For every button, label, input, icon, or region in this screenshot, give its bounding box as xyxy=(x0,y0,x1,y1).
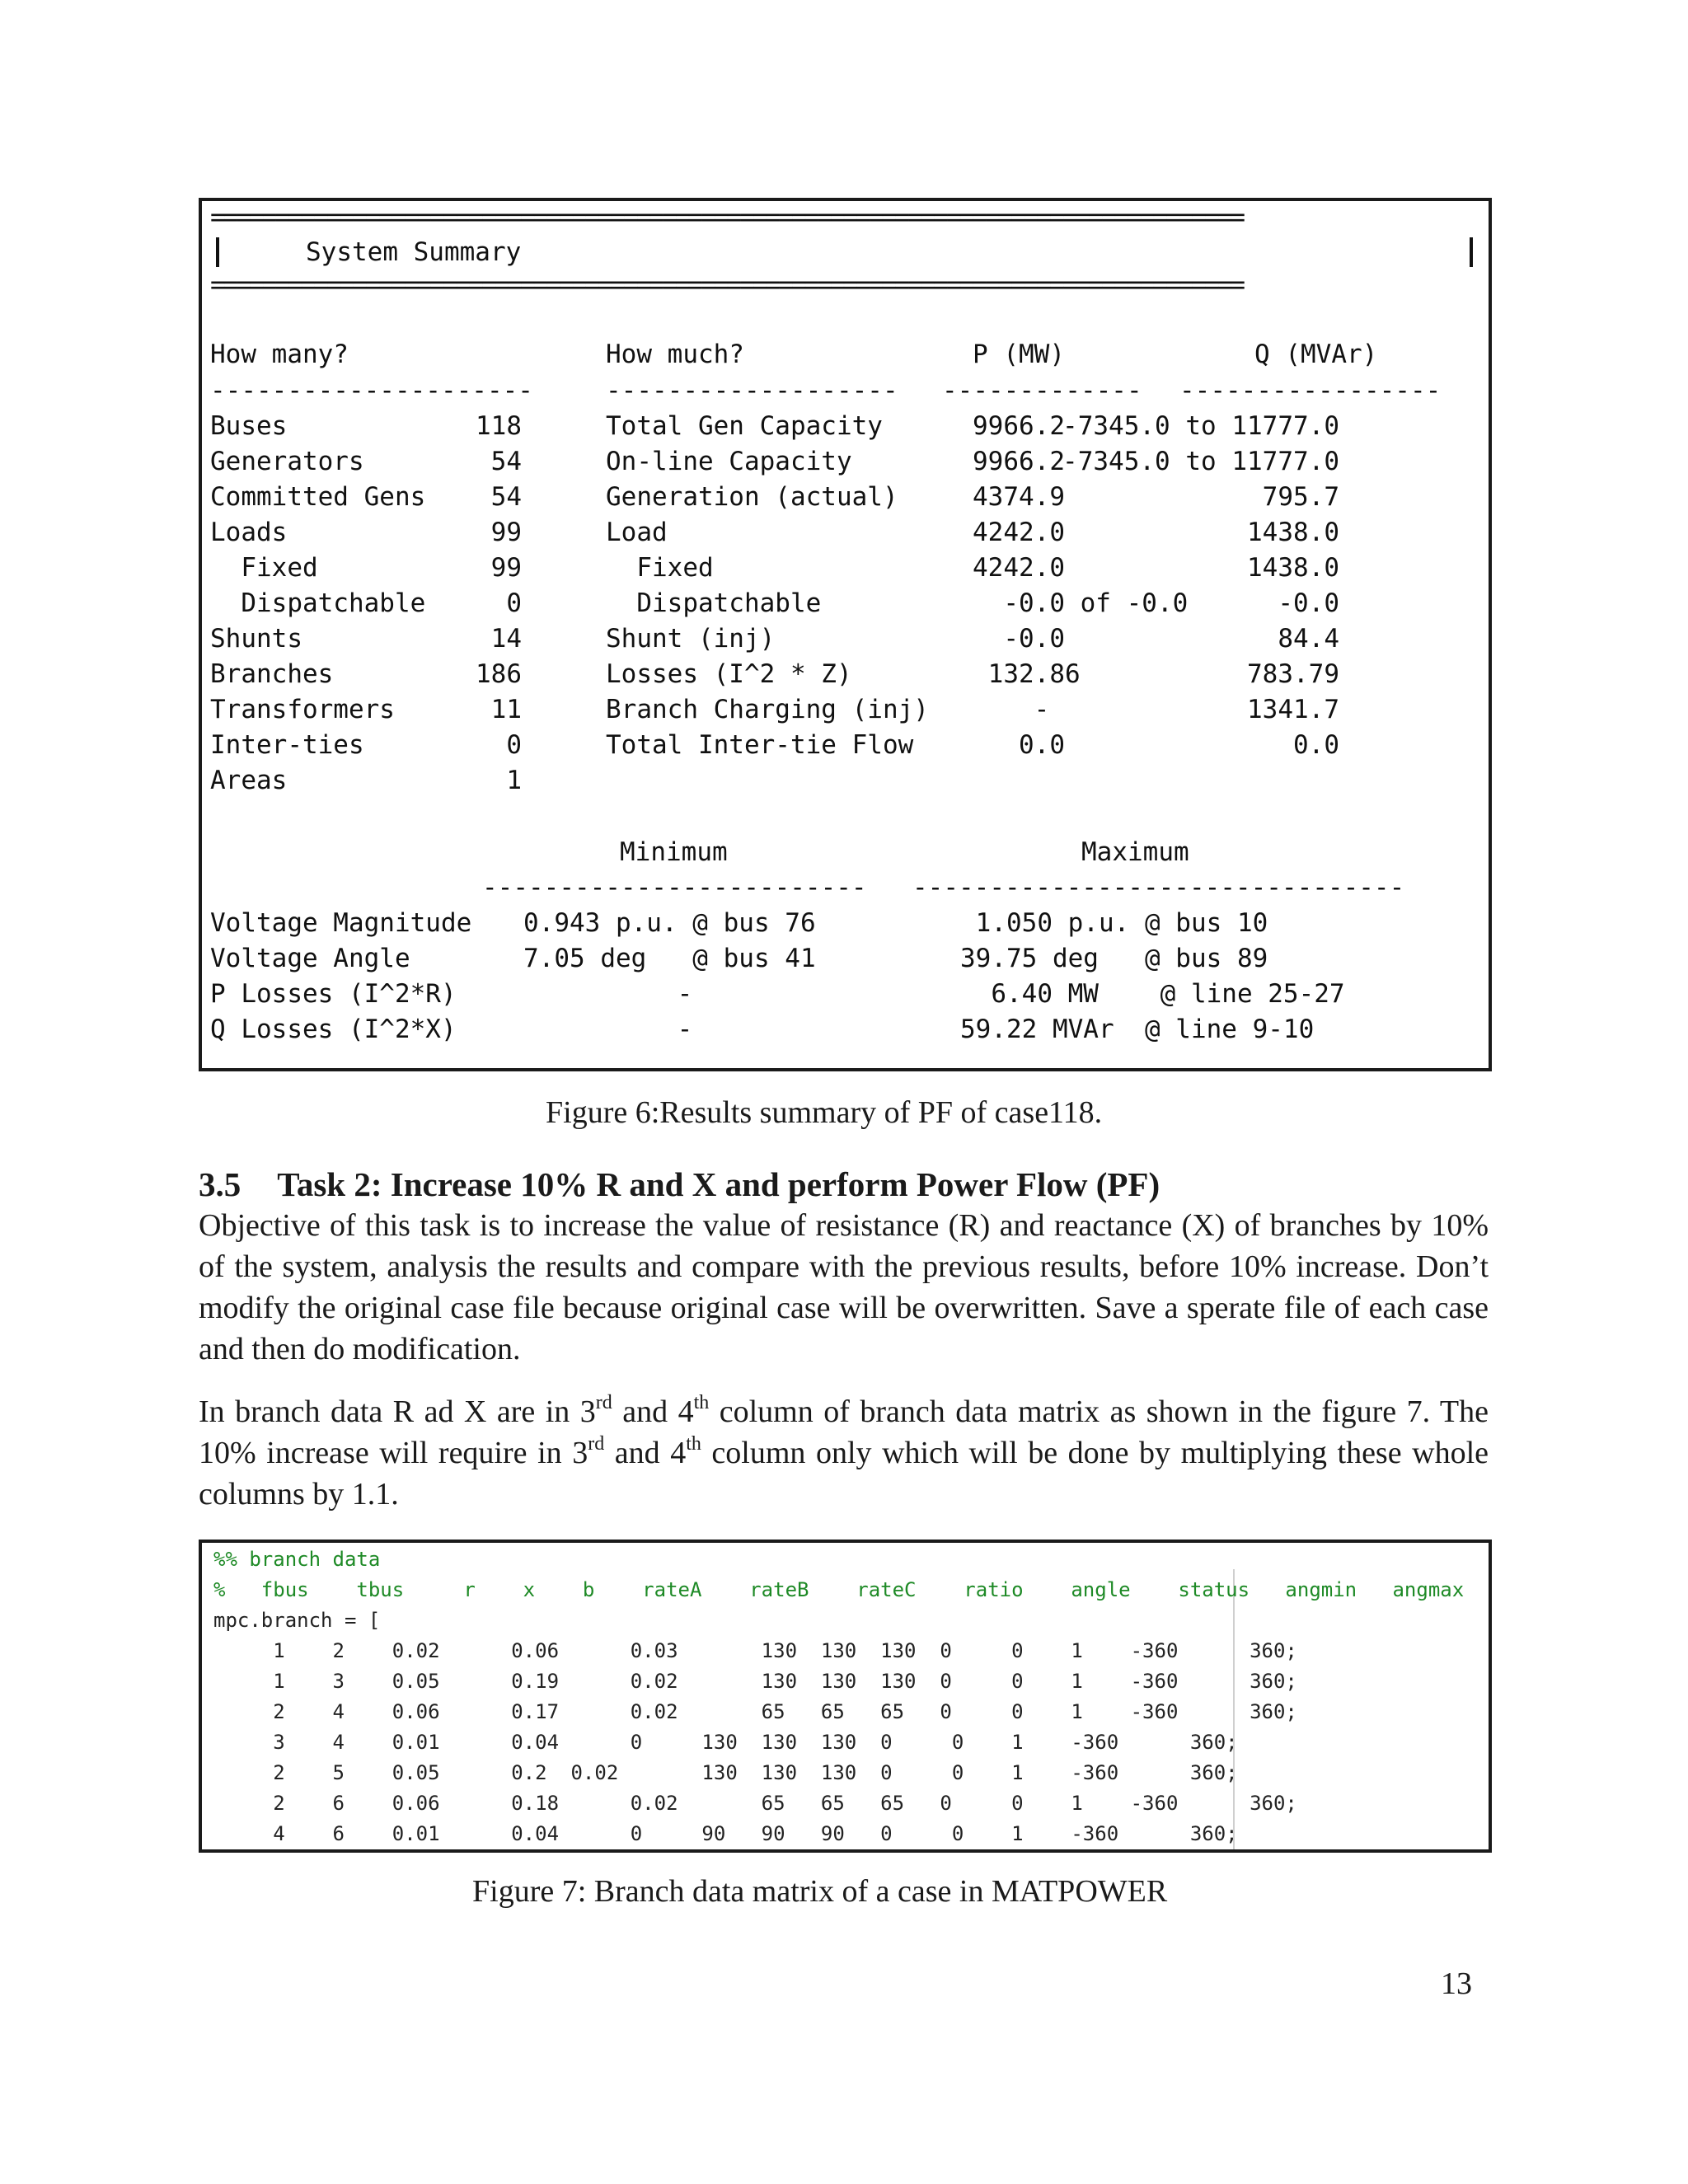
summary-item: Dispatchable xyxy=(606,588,822,618)
summary-count: 99 xyxy=(490,518,522,547)
dash-min: ------------------------- xyxy=(482,873,867,902)
summary-name: Fixed xyxy=(210,553,318,583)
summary-p: 132.86 xyxy=(973,659,1081,689)
extreme-max: 6.40 MW @ line 25-27 xyxy=(960,979,1345,1009)
p2-sup1: rd xyxy=(595,1392,612,1413)
header-how-many: How many? xyxy=(210,340,349,369)
code-declaration: mpc.branch = [ xyxy=(213,1609,381,1632)
summary-count: 118 xyxy=(476,411,522,441)
summary-count: 1 xyxy=(506,766,522,795)
section-title: Task 2: Increase 10% R and X and perform Power Flow (PF) xyxy=(277,1165,1160,1203)
summary-name: Committed Gens xyxy=(210,482,426,512)
branch-row: 2 4 0.06 0.17 0.02 65 65 65 0 0 1 -360 360; xyxy=(213,1700,1297,1723)
branch-data-figure xyxy=(199,1540,1492,1853)
summary-p: 4242.0 xyxy=(973,553,1065,583)
summary-p: -0.0 of -0.0 xyxy=(973,588,1189,618)
section-heading xyxy=(199,1165,1160,1204)
summary-q: 84.4 xyxy=(1278,624,1339,654)
paragraph-branch-data xyxy=(199,1391,1489,1515)
summary-name: Areas xyxy=(210,766,288,795)
summary-count: 54 xyxy=(490,482,522,512)
header-p: P (MW) xyxy=(973,340,1065,369)
extreme-min: 0.943 p.u. @ bus 76 xyxy=(523,908,816,938)
summary-p: 4242.0 xyxy=(973,518,1065,547)
extreme-name: Voltage Magnitude xyxy=(210,908,472,938)
branch-row: 2 6 0.06 0.18 0.02 65 65 65 0 0 1 -360 360; xyxy=(213,1792,1297,1815)
extreme-max: 59.22 MVAr @ line 9-10 xyxy=(960,1015,1315,1044)
summary-item: Total Gen Capacity xyxy=(606,411,883,441)
summary-q: -7345.0 to 11777.0 xyxy=(1062,447,1339,476)
summary-count: 186 xyxy=(476,659,522,689)
dash-how-much: ------------------- xyxy=(606,376,898,405)
summary-name: Buses xyxy=(210,411,288,441)
summary-p: 4374.9 xyxy=(973,482,1065,512)
p2-c: column of branch data matrix as shown in the figure 7. The 10% increase will require in 3 xyxy=(199,1394,1489,1470)
summary-item: Branch Charging (inj) xyxy=(606,695,929,724)
system-summary-figure xyxy=(199,198,1492,1071)
summary-count: 99 xyxy=(490,553,522,583)
summary-item: Total Inter-tie Flow xyxy=(606,730,914,760)
p2-d: and 4 xyxy=(604,1436,687,1470)
p2-e: column only which will be done by multiplying these whole columns by 1.1. xyxy=(199,1436,1489,1511)
header-q: Q (MVAr) xyxy=(1254,340,1378,369)
dash-q: ----------------- xyxy=(1179,376,1442,405)
maximum-label: Maximum xyxy=(1081,837,1189,867)
extreme-min: - xyxy=(523,1015,693,1044)
summary-name: Generators xyxy=(210,447,364,476)
summary-item: Losses (I^2 * Z) xyxy=(606,659,852,689)
top-rule: ================================================================================ xyxy=(210,209,1244,226)
summary-q: 1438.0 xyxy=(1247,553,1339,583)
extreme-name: Voltage Angle xyxy=(210,944,410,973)
summary-p: 0.0 xyxy=(973,730,1065,760)
extreme-max: 1.050 p.u. @ bus 10 xyxy=(960,908,1268,938)
summary-name: Transformers xyxy=(210,695,395,724)
code-comment-columns: % fbus tbus r x b rateA rateB rateC ratio angle status angmin angmax xyxy=(213,1578,1465,1601)
header-how-much: How much? xyxy=(606,340,744,369)
summary-count: 11 xyxy=(490,695,522,724)
right-bar xyxy=(1470,237,1473,267)
p2-a: In branch data R ad X are in 3 xyxy=(199,1394,596,1429)
dash-max: -------------------------------- xyxy=(912,873,1405,902)
p2-sup2: th xyxy=(693,1392,710,1413)
summary-p: 9966.2 xyxy=(973,411,1065,441)
summary-item: Fixed xyxy=(606,553,714,583)
summary-name: Branches xyxy=(210,659,334,689)
summary-q: 795.7 xyxy=(1262,482,1339,512)
figure6-caption: Figure 6:Results summary of PF of case118. xyxy=(546,1095,1103,1130)
page-number: 13 xyxy=(1441,1966,1472,2001)
summary-p: -0.0 xyxy=(973,624,1065,654)
summary-count: 0 xyxy=(506,730,522,760)
summary-q: -7345.0 to 11777.0 xyxy=(1062,411,1339,441)
extreme-max: 39.75 deg @ bus 89 xyxy=(960,944,1268,973)
left-bar xyxy=(216,237,219,267)
p2-b: and 4 xyxy=(612,1394,694,1429)
summary-name: Dispatchable xyxy=(210,588,426,618)
extreme-min: - xyxy=(523,979,693,1009)
summary-item: Shunt (inj) xyxy=(606,624,776,654)
summary-name: Shunts xyxy=(210,624,302,654)
dash-p: ------------- xyxy=(942,376,1142,405)
figure7-caption: Figure 7: Branch data matrix of a case in MATPOWER xyxy=(472,1874,1168,1909)
branch-row: 3 4 0.01 0.04 0 130 130 130 0 0 1 -360 360; xyxy=(213,1731,1238,1754)
paragraph-objective-text: Objective of this task is to increase the value of resistance (R) and reactance (X) of branches by 10% of the system, analysis the results and compare with the previous results, before 10% increase. Don’t modify the original case file because original case will be overwritten. Save a sperate file of each case and then do modification. xyxy=(199,1208,1489,1366)
bottom-rule: ================================================================================ xyxy=(210,277,1244,293)
summary-p: 9966.2 xyxy=(973,447,1065,476)
branch-row: 1 2 0.02 0.06 0.03 130 130 130 0 0 1 -360 360; xyxy=(213,1639,1297,1662)
paragraph-objective xyxy=(199,1205,1489,1370)
summary-p: - xyxy=(973,695,1050,724)
dash-how-many: --------------------- xyxy=(210,376,533,405)
summary-q: 1341.7 xyxy=(1247,695,1339,724)
summary-title: System Summary xyxy=(306,237,522,267)
extreme-name: Q Losses (I^2*X) xyxy=(210,1015,457,1044)
summary-name: Inter-ties xyxy=(210,730,364,760)
extreme-name: P Losses (I^2*R) xyxy=(210,979,457,1009)
summary-name: Loads xyxy=(210,518,288,547)
branch-row: 2 5 0.05 0.2 0.02 130 130 130 0 0 1 -360 360; xyxy=(213,1761,1238,1784)
summary-count: 0 xyxy=(506,588,522,618)
summary-item: Generation (actual) xyxy=(606,482,898,512)
summary-q: 0.0 xyxy=(1293,730,1339,760)
summary-item: Load xyxy=(606,518,668,547)
p2-sup3: rd xyxy=(588,1433,605,1455)
minimum-label: Minimum xyxy=(620,837,728,867)
summary-q: 1438.0 xyxy=(1247,518,1339,547)
branch-row: 1 3 0.05 0.19 0.02 130 130 130 0 0 1 -360 360; xyxy=(213,1670,1297,1693)
section-number: 3.5 xyxy=(199,1165,241,1203)
branch-row: 4 6 0.01 0.04 0 90 90 90 0 0 1 -360 360; xyxy=(213,1822,1238,1845)
p2-sup4: th xyxy=(686,1433,701,1455)
summary-item: On-line Capacity xyxy=(606,447,852,476)
summary-q: 783.79 xyxy=(1247,659,1339,689)
summary-count: 14 xyxy=(490,624,522,654)
code-comment-title: %% branch data xyxy=(213,1548,381,1571)
summary-q: -0.0 xyxy=(1278,588,1339,618)
summary-count: 54 xyxy=(490,447,522,476)
extreme-min: 7.05 deg @ bus 41 xyxy=(523,944,816,973)
